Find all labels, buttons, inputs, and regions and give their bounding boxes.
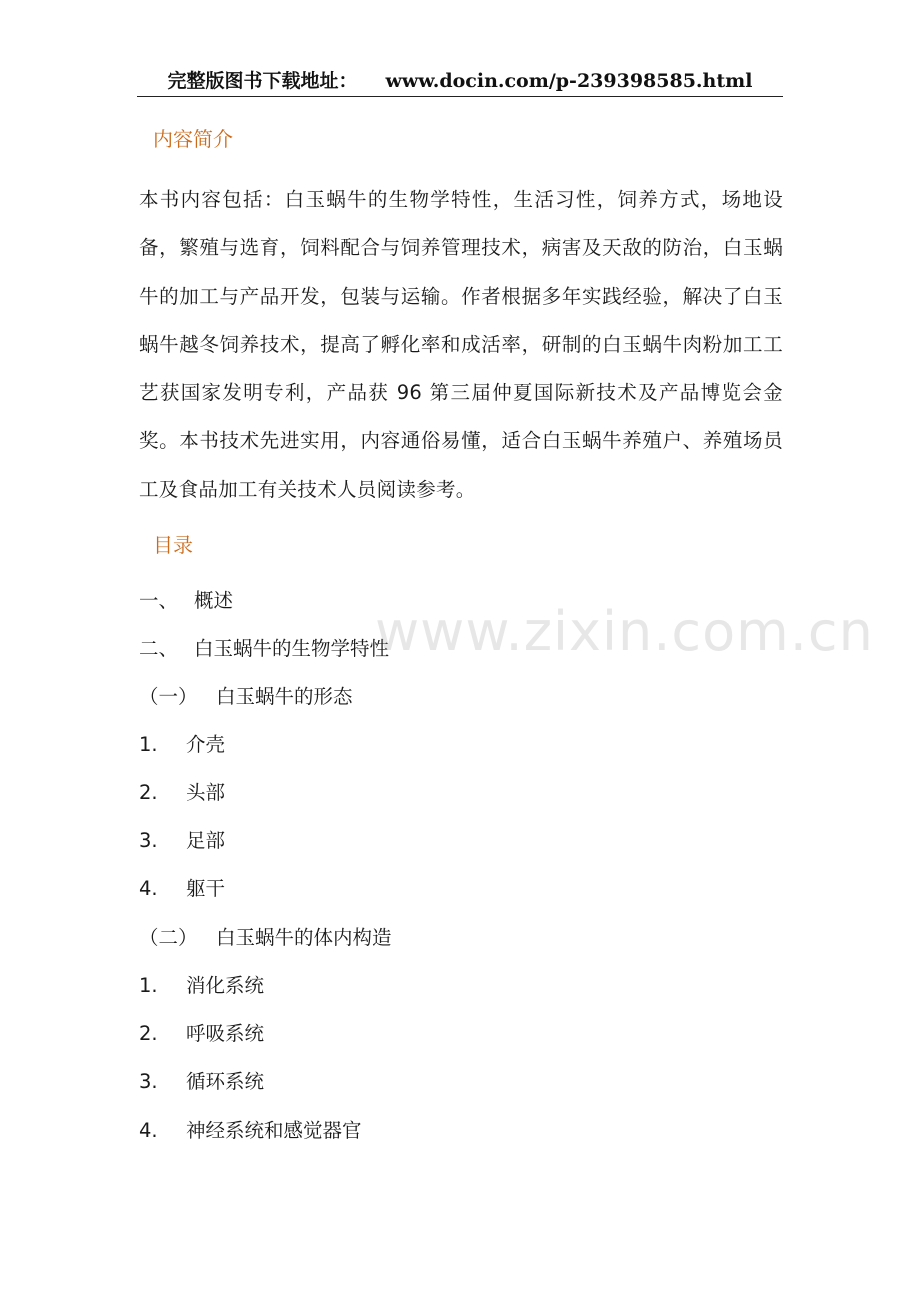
toc-item-text: 神经系统和感觉器官 bbox=[186, 1119, 362, 1142]
intro-body bbox=[139, 176, 783, 514]
toc-item-number: 3. bbox=[139, 829, 158, 852]
toc-item bbox=[139, 875, 225, 903]
toc-item bbox=[139, 731, 225, 759]
toc-item-text: 白玉蜗牛的形态 bbox=[216, 685, 353, 708]
toc-item-number: （二） bbox=[139, 926, 198, 949]
toc-item bbox=[139, 1117, 362, 1145]
toc-item-number: 1. bbox=[139, 733, 158, 756]
toc-item bbox=[139, 924, 392, 952]
toc-item-number: 2. bbox=[139, 1022, 158, 1045]
toc-item-number: 4. bbox=[139, 877, 158, 900]
toc-item-text: 足部 bbox=[186, 829, 226, 852]
toc-item-number: 4. bbox=[139, 1119, 158, 1142]
toc-item-text: 循环系统 bbox=[186, 1070, 265, 1093]
toc-item-number: 1. bbox=[139, 974, 158, 997]
toc-item-text: 白玉蜗牛的体内构造 bbox=[216, 926, 392, 949]
toc-heading: 目录 bbox=[153, 533, 193, 557]
toc-item-number: 二、 bbox=[139, 637, 179, 660]
toc-item bbox=[139, 683, 353, 711]
header-title: 完整版图书下载地址： bbox=[167, 70, 358, 92]
header-url-link[interactable]: www.docin.com/p-239398585.html bbox=[385, 70, 753, 92]
toc-item-text: 呼吸系统 bbox=[186, 1022, 265, 1045]
toc-item-text: 概述 bbox=[194, 589, 234, 612]
toc-item bbox=[139, 1020, 264, 1048]
toc-item-text: 介壳 bbox=[186, 733, 226, 756]
toc-item bbox=[139, 827, 225, 855]
watermark: www.zixin.com.cn bbox=[375, 600, 874, 663]
toc-item bbox=[139, 779, 225, 807]
toc-item bbox=[139, 635, 389, 663]
toc-item-number: 一、 bbox=[139, 589, 179, 612]
toc-item-text: 消化系统 bbox=[186, 974, 265, 997]
intro-heading: 内容简介 bbox=[153, 127, 233, 151]
toc-item-text: 白玉蜗牛的生物学特性 bbox=[194, 637, 390, 660]
toc-item-number: 3. bbox=[139, 1070, 158, 1093]
toc-item bbox=[139, 587, 233, 615]
toc-item-text: 躯干 bbox=[186, 877, 226, 900]
toc-item-number: 2. bbox=[139, 781, 158, 804]
intro-paragraph: 本书内容包括：白玉蜗牛的生物学特性，生活习性，饲养方式，场地设备，繁殖与选育，饲料配合与饲养管理技术，病害及天敌的防治，白玉蜗牛的加工与产品开发，包装与运输。作者根据多年实践经验，解决了白玉蜗牛越冬饲养技术，提高了孵化率和成活率，研制的白玉蜗牛肉粉加工工艺获国家发明专利，产品获 96 第三届仲夏国际新技术及产品博览会金奖。本书技术先进实用，内容通俗易懂，适合白玉蜗牛养殖户、养殖场员工及食品加工有关技术人员阅读参考。 bbox=[139, 188, 783, 501]
toc-item-number: （一） bbox=[139, 685, 198, 708]
download-header bbox=[137, 66, 783, 97]
toc-item bbox=[139, 1068, 264, 1096]
toc-item-text: 头部 bbox=[186, 781, 226, 804]
toc-item bbox=[139, 972, 264, 1000]
